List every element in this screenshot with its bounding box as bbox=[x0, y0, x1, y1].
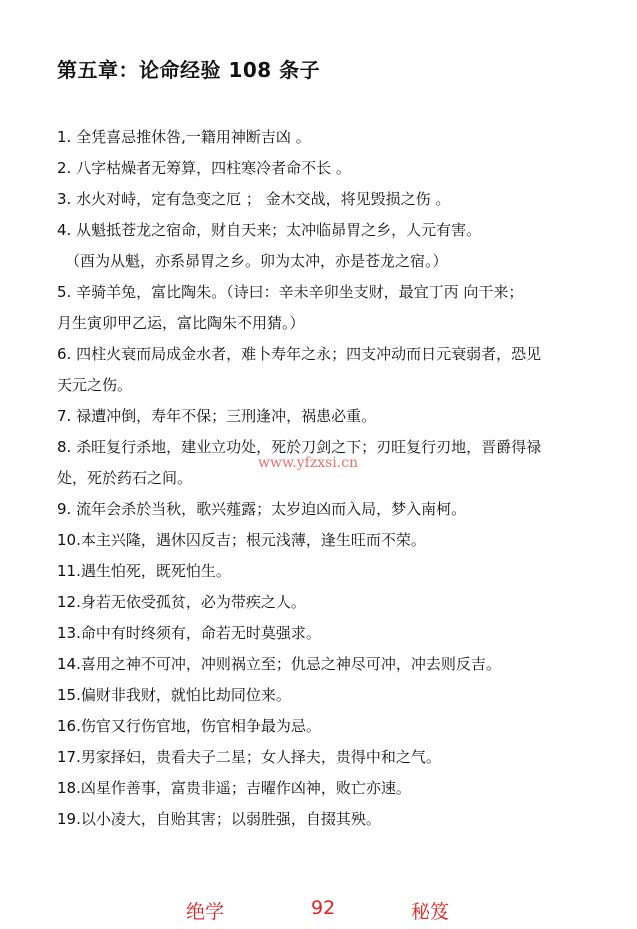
rule-line: 19.以小凌大，自贻其害；以弱胜强，自掇其殃。 bbox=[57, 810, 381, 828]
rule-line: 5. 辛骑羊兔，富比陶朱。（诗曰：辛未辛卯坐支财，最宜丁丙 向干来； bbox=[57, 283, 524, 301]
rule-line: 14.喜用之神不可冲，冲则祸立至；仇忌之神尽可冲，冲去则反吉。 bbox=[57, 655, 501, 673]
rule-line: 3. 水火对峙，定有急变之厄 ； 金木交战，将见毁损之伤 。 bbox=[57, 190, 451, 208]
rule-line: 11.遇生怕死，既死怕生。 bbox=[57, 562, 231, 580]
rule-line: 8. 杀旺复行杀地，建业立功处，死於刀剑之下；刃旺复行刃地，晋爵得禄 bbox=[57, 438, 542, 456]
rule-note-line: （酉为从魁，亦系昴胃之乡。卯为太冲，亦是苍龙之宿。） bbox=[65, 252, 448, 270]
rule-list bbox=[57, 122, 597, 835]
rule-line: 2. 八字枯燥者无筹算，四柱寒冷者命不长 。 bbox=[57, 159, 351, 177]
rule-line: 4. 从魁抵苍龙之宿命，财自天来；太冲临昴胃之乡，人元有害。 bbox=[57, 221, 482, 239]
rule-line: 16.伤官又行伤官地，伤官相争最为忌。 bbox=[57, 717, 321, 735]
rule-line: 6. 四柱火衰而局成金水者，难卜寿年之永；四支冲动而日元衰弱者，恐见 bbox=[57, 345, 542, 363]
rule-continuation-line: 月生寅卯甲乙运，富比陶朱不用猜。） bbox=[57, 314, 305, 332]
page-footer bbox=[0, 897, 637, 927]
watermark-text: www.yfzxsi.cn bbox=[258, 455, 359, 471]
rule-line: 1. 全凭喜忌推休咎,一籍用神断吉凶 。 bbox=[57, 128, 311, 146]
rule-line: 17.男家择妇，贵看夫子二星；女人择夫，贵得中和之气。 bbox=[57, 748, 441, 766]
rule-line: 10.本主兴隆，遇休囚反吉；根元浅薄，逢生旺而不荣。 bbox=[57, 531, 426, 549]
rule-continuation-line: 天元之伤。 bbox=[57, 376, 133, 394]
rule-line: 7. 禄遭冲倒，寿年不保；三刑逢冲，祸患必重。 bbox=[57, 407, 377, 425]
rule-line: 13.命中有时终须有，命若无时莫强求。 bbox=[57, 624, 321, 642]
footer-left-text: 绝学 bbox=[186, 901, 225, 923]
footer-right-text: 秘笈 bbox=[411, 901, 450, 923]
page-number: 92 bbox=[311, 897, 336, 919]
rule-line: 9. 流年会杀於当秋，歌兴薤露；太岁迫凶而入局，梦入南柯。 bbox=[57, 500, 467, 518]
rule-line: 18.凶星作善事，富贵非遥；吉曜作凶神，败亡亦速。 bbox=[57, 779, 411, 797]
rule-line: 15.偏财非我财，就怕比劫同位来。 bbox=[57, 686, 291, 704]
rule-continuation-line: 处，死於药石之间。 bbox=[57, 469, 193, 487]
rule-line: 12.身若无依受孤贫，必为带疾之人。 bbox=[57, 593, 306, 611]
chapter-title: 第五章：论命经验 108 条子 bbox=[57, 58, 321, 82]
